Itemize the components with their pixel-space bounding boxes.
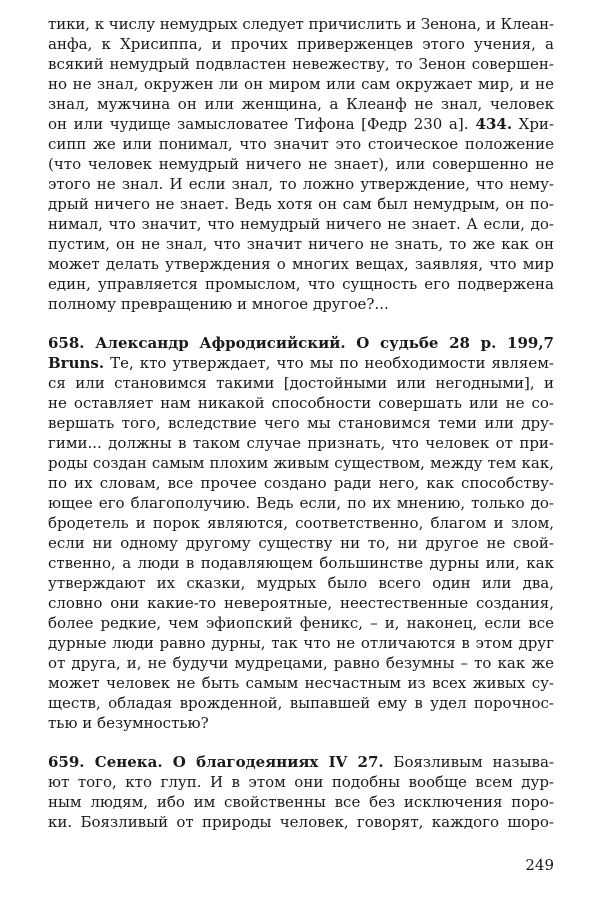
section-number: 434. [468,115,513,133]
text-line [48,154,554,174]
line-text: (что человек немудрый ничего не знает), или совершенно не [48,155,554,173]
line-text: всякий немудрый подвластен невежеству, то Зенон совершен- [48,55,554,73]
text-line [48,114,554,134]
line-text-tail: Хри- [512,115,554,133]
line-text: но не знал, окружен ли он миром или сам окружает мир, и не [48,75,554,93]
paragraph [48,333,554,733]
line-text: может человек не быть самым несчастным из всех живых су- [48,674,554,692]
text-line [48,294,554,314]
line-text: един, управляется промыслом, что сущность его подвержена [48,275,554,293]
paragraph-gap [48,314,554,333]
entry-heading: Bruns. [48,354,105,372]
text-line [48,194,554,214]
line-text: тью и безумностью? [48,714,209,732]
text-line [48,393,554,413]
text-line [48,493,554,513]
text-line [48,633,554,653]
text-line [48,453,554,473]
document-page [48,14,554,832]
text-line [48,573,554,593]
line-text: по их словам, все прочее создано ради него, как способству- [48,474,554,492]
line-text: гими... должны в таком случае признать, что человек от при- [48,434,554,452]
text-line [48,333,554,353]
text-line [48,473,554,493]
line-text: дрый ничего не знает. Ведь хотя он сам был немудрым, он по- [48,195,554,213]
line-text: полному превращению и многое другое?... [48,295,389,313]
text-line [48,772,554,792]
line-text: может делать утверждения о многих вещах, заявляя, что мир [48,255,554,273]
text-line [48,533,554,553]
text-line [48,713,554,733]
text-line [48,433,554,453]
paragraph-gap [48,733,554,752]
paragraph [48,752,554,832]
line-text: он или чудище замысловатее Тифона [Федр 230 а]. [48,115,469,133]
text-line [48,673,554,693]
page-number: 249 [525,856,554,874]
text-line [48,553,554,573]
text-line [48,413,554,433]
text-line [48,34,554,54]
line-text: анфа, к Хрисиппа, и прочих приверженцев этого учения, а [48,35,554,53]
text-line [48,214,554,234]
text-line [48,752,554,772]
line-text: бродетель и порок являются, соответственно, благом и злом, [48,514,554,532]
line-text: нимал, что значит, что немудрый ничего не знает. А если, до- [48,215,554,233]
text-line [48,593,554,613]
line-text: не оставляет нам никакой способности совершать или не со- [48,394,554,412]
text-line [48,254,554,274]
text-line [48,174,554,194]
text-line [48,134,554,154]
text-line [48,74,554,94]
line-text: словно они какие-то невероятные, неестественные создания, [48,594,554,612]
line-text: роды создан самым плохим живым существом, между тем как, [48,454,554,472]
text-line [48,812,554,832]
line-text: пустим, он не знал, что значит ничего не знать, то же как он [48,235,554,253]
line-text: Боязливым называ- [383,753,555,771]
text-line [48,513,554,533]
line-text: ся или становимся такими [достойными или негодными], и [48,374,554,392]
line-text: тики, к числу немудрых следует причислить и Зенона, и Клеан- [48,15,554,33]
line-text: ным людям, ибо им свойственны все без исключения поро- [48,793,554,811]
line-text: сипп же или понимал, что значит это стоическое положение [48,135,554,153]
entry-heading: 658. Александр Афродисийский. О судьбе 28 p. 199,7 [48,334,554,352]
line-text: дурные люди равно дурны, так что не отличаются в этом друг [48,634,554,652]
line-text: утверждают их сказки, мудрых было всего один или два, [48,574,554,592]
line-text: ственно, а люди в подавляющем большинстве дурны или, как [48,554,554,572]
text-line [48,274,554,294]
text-line [48,693,554,713]
line-text: ющее его благополучию. Ведь если, по их мнению, только до- [48,494,554,512]
text-line [48,14,554,34]
text-line [48,613,554,633]
text-line [48,353,554,373]
paragraph [48,14,554,314]
line-text: вершать того, вследствие чего мы становимся теми или дру- [48,414,554,432]
text-line [48,94,554,114]
line-text: знал, мужчина он или женщина, а Клеанф не знал, человек [48,95,554,113]
text-line [48,792,554,812]
line-text: если ни одному другому существу ни то, ни другое не свой- [48,534,554,552]
line-text: ки. Боязливый от природы человек, говорят, каждого шоро- [48,813,554,831]
line-text: ют того, кто глуп. И в этом они подобны вообще всем дур- [48,773,554,791]
line-text: более редкие, чем эфиопский феникс, – и, наконец, если все [48,614,554,632]
line-text: Те, кто утверждает, что мы по необходимости являем- [104,354,554,372]
line-text: ществ, обладая врожденной, выпавшей ему в удел порочнос- [48,694,554,712]
text-line [48,653,554,673]
line-text: этого не знал. И если знал, то ложно утверждение, что нему- [48,175,554,193]
entry-heading: 659. Сенека. О благодеяниях IV 27. [48,753,384,771]
line-text: от друга, и, не будучи мудрецами, равно безумны – то как же [48,654,554,672]
text-line [48,54,554,74]
text-line [48,373,554,393]
text-line [48,234,554,254]
